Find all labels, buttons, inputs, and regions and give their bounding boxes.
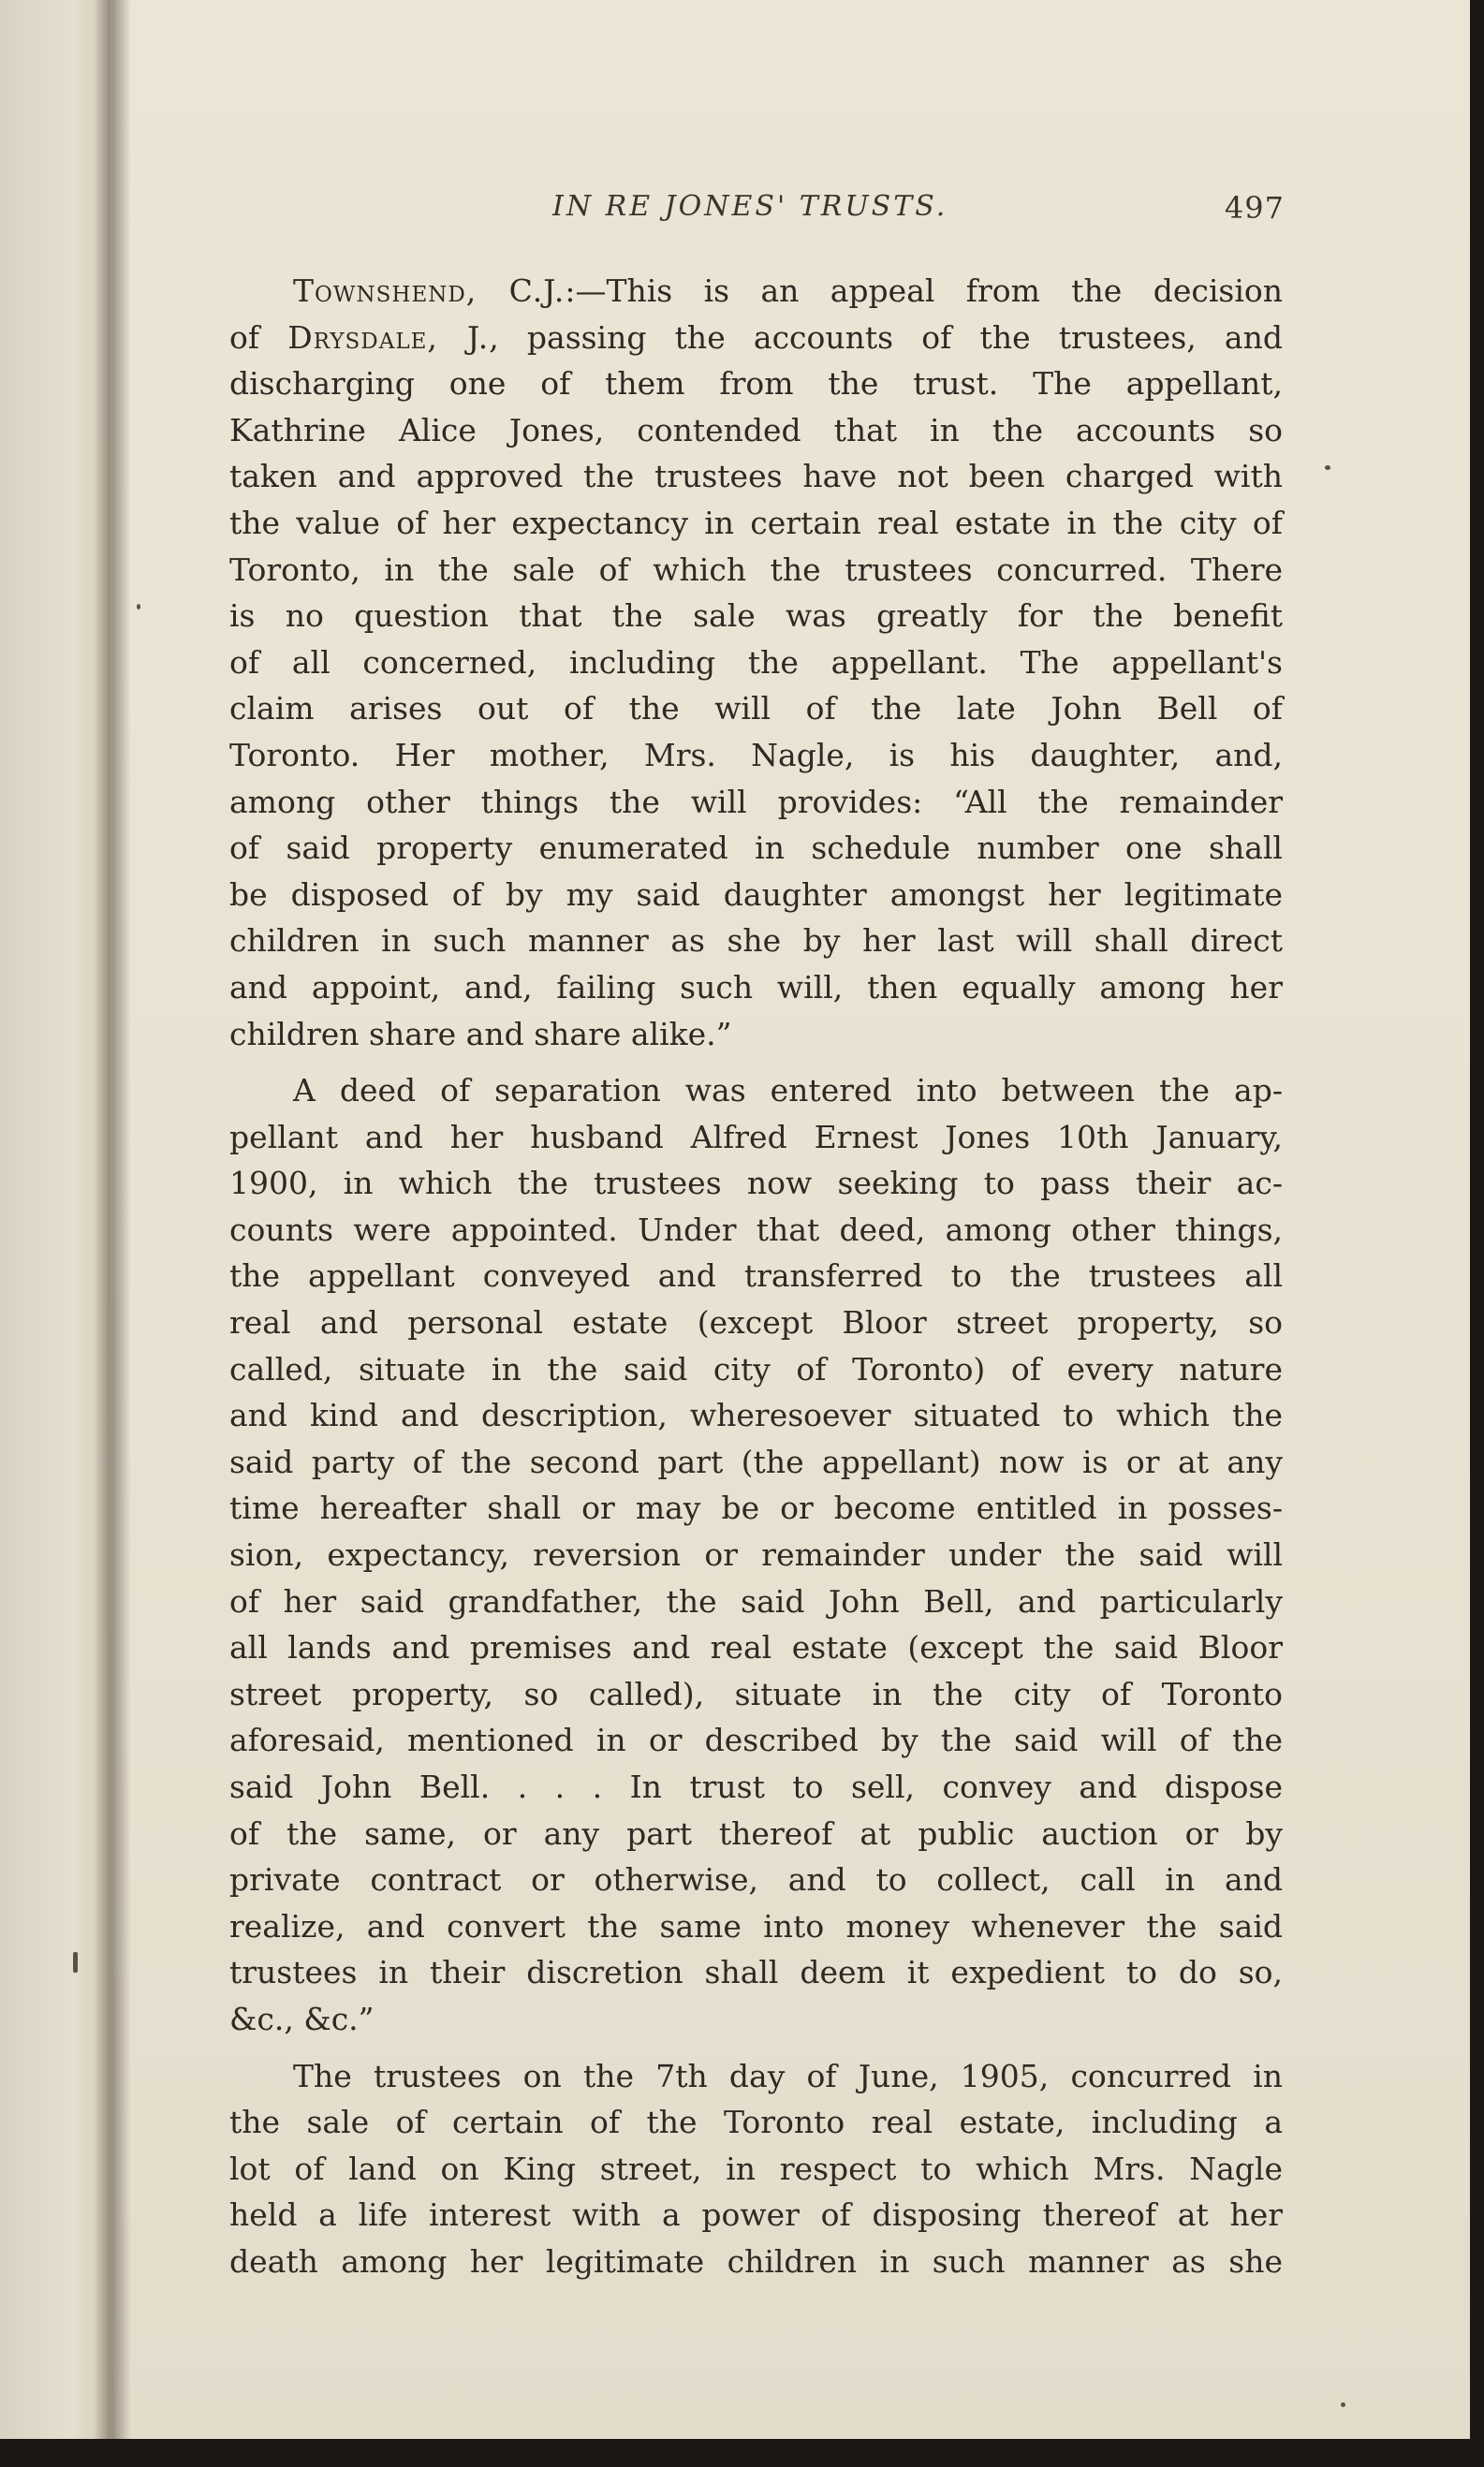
text-line: is no question that the sale was greatly for the benefit [229, 597, 1283, 635]
paper-fleck [1341, 2402, 1345, 2407]
text-line: trustees in their discretion shall deem it expedient to do so, [229, 1954, 1283, 1991]
paper-fleck [1325, 465, 1330, 470]
judge-name: Townshend, C.J. [293, 272, 566, 309]
text-line: sion, expectancy, reversion or remainder under the said will [229, 1536, 1283, 1574]
text-line: time hereafter shall or may be or become entitled in posses- [229, 1490, 1283, 1527]
text-line: pellant and her husband Alfred Ernest Jones 10th January, [229, 1118, 1283, 1155]
text-line [229, 315, 1283, 361]
binding-gutter [94, 0, 131, 2467]
text-line: said John Bell. . . . In trust to sell, convey and dispose [229, 1769, 1283, 1805]
paragraph [229, 1067, 1283, 2042]
text-line: of all concerned, including the appellant. The appellant's [229, 643, 1283, 681]
text-line: Kathrine Alice Jones, contended that in the accounts so [229, 411, 1283, 448]
text-line: among other things the will provides: “All the remainder [229, 783, 1283, 820]
text-line: called, situate in the said city of Toronto) of every nature [229, 1350, 1283, 1388]
text-line: discharging one of them from the trust. The appellant, [229, 365, 1283, 403]
text-line: 1900, in which the trustees now seeking to pass their ac- [229, 1165, 1283, 1202]
text-line: all lands and premises and real estate (except the said Bloor [229, 1629, 1283, 1667]
text-line: and appoint, and, failing such will, then equally among her [229, 968, 1283, 1006]
text-line: street property, so called), situate in the city of Toronto [229, 1675, 1283, 1712]
text-line: the appellant conveyed and transferred to the trustees all [229, 1257, 1283, 1295]
text-line: The trustees on the 7th day of June, 1905, concurred in [293, 2057, 1283, 2094]
text-line: children share and share alike.” [229, 1015, 732, 1052]
text-line: be disposed of by my said daughter amongst her legitimate [229, 875, 1283, 913]
text-line: private contract or otherwise, and to collect, call in and [229, 1861, 1283, 1899]
running-title: IN RE JONES' TRUSTS. [552, 190, 948, 223]
body-text [229, 268, 1283, 2285]
text-line: Toronto. Her mother, Mrs. Nagle, is his daughter, and, [229, 736, 1283, 773]
text-line: lot of land on King street, in respect to which Mrs. Nagle [229, 2150, 1283, 2187]
paragraph [229, 268, 1283, 1057]
text-line: claim arises out of the will of the late John Bell of [229, 690, 1283, 727]
text-line: of her said grandfather, the said John Bell, and particularly [229, 1582, 1283, 1620]
text-line: held a life interest with a power of disposing thereof at her [229, 2196, 1283, 2234]
text-line: realize, and convert the same into money whenever the said [229, 1907, 1283, 1945]
page-number: 497 [1224, 190, 1285, 226]
text-line: aforesaid, mentioned in or described by the said will of the [229, 1722, 1283, 1759]
scan-border [0, 2439, 1484, 2467]
running-head [552, 190, 1301, 237]
text-line: and kind and description, wheresoever situated to which the [229, 1397, 1283, 1434]
text-line: real and personal estate (except Bloor street property, so [229, 1304, 1283, 1342]
text-line: counts were appointed. Under that deed, among other things, [229, 1211, 1283, 1248]
text-line: &c., &c.” [229, 2000, 375, 2037]
paper-fleck [137, 604, 140, 609]
text-line: death among her legitimate children in such manner as she [229, 2242, 1283, 2280]
text-line: taken and approved the trustees have not been charged with [229, 458, 1283, 495]
line-prefix: of [229, 318, 288, 356]
text-line: A deed of separation was entered into between the ap- [293, 1072, 1283, 1109]
line-text: :—This is an appeal from the decision [565, 272, 1283, 309]
text-line: children in such manner as she by her last will shall direct [229, 922, 1283, 960]
text-line: of said property enumerated in schedule number one shall [229, 830, 1283, 867]
paper-fleck [73, 1952, 78, 1973]
paragraph [229, 2053, 1283, 2285]
judge-name: Drysdale, J. [287, 318, 490, 356]
text-line: said party of the second part (the appellant) now is or at any [229, 1443, 1283, 1480]
text-line: of the same, or any part thereof at public auction or by [229, 1814, 1283, 1852]
text-line: the sale of certain of the Toronto real estate, including a [229, 2104, 1283, 2141]
text-line: Toronto, in the sale of which the trustees concurred. There [229, 551, 1283, 588]
text-line [229, 268, 1283, 315]
line-text: , passing the accounts of the trustees, and [489, 318, 1283, 356]
text-line: the value of her expectancy in certain real estate in the city of [229, 504, 1283, 541]
